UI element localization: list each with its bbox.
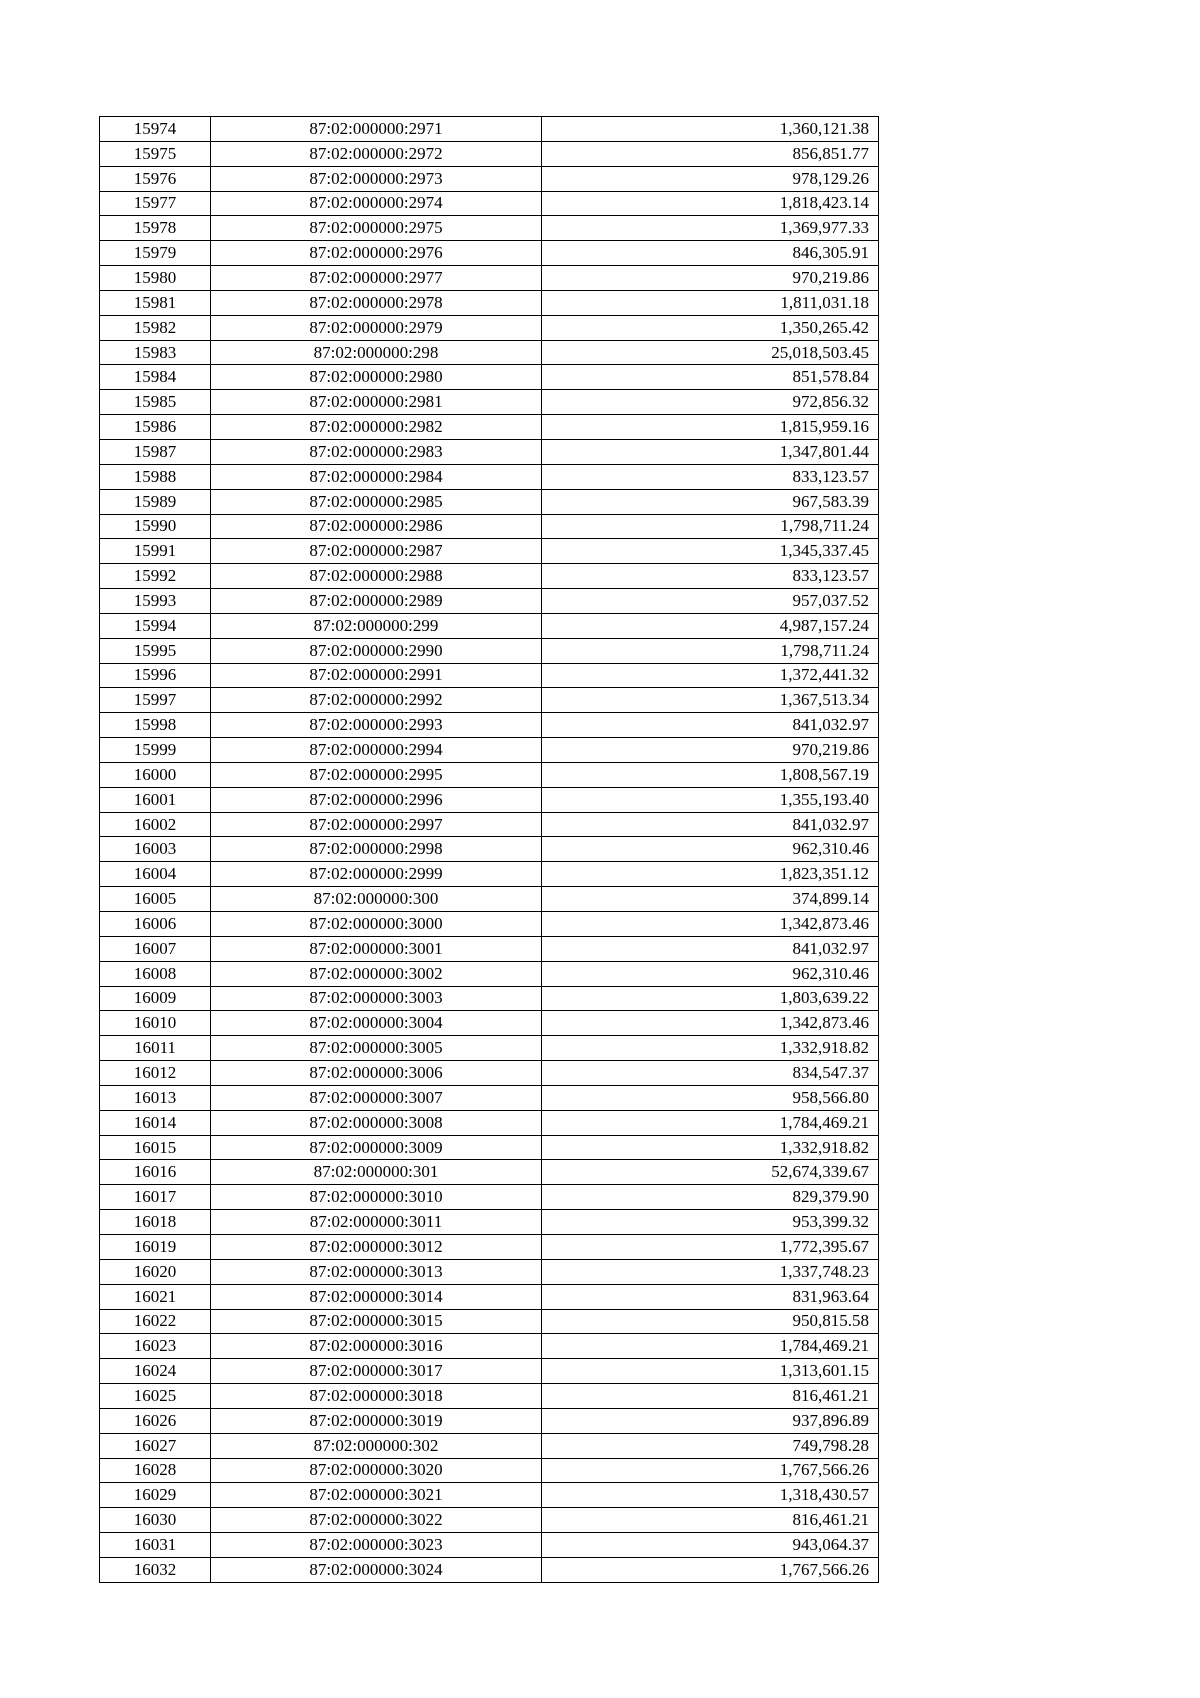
cadastral-number-cell: 87:02:000000:3008 xyxy=(211,1110,542,1135)
cadastral-value-cell: 52,674,339.67 xyxy=(542,1160,879,1185)
cadastral-number-cell: 87:02:000000:2976 xyxy=(211,241,542,266)
cadastral-number-cell: 87:02:000000:2989 xyxy=(211,589,542,614)
table-row xyxy=(100,887,879,912)
row-number-cell: 16025 xyxy=(100,1384,211,1409)
cadastral-value-cell: 967,583.39 xyxy=(542,489,879,514)
row-number-cell: 16011 xyxy=(100,1036,211,1061)
cadastral-value-cell: 1,798,711.24 xyxy=(542,638,879,663)
cadastral-number-cell: 87:02:000000:2973 xyxy=(211,166,542,191)
cadastral-value-cell: 829,379.90 xyxy=(542,1185,879,1210)
row-number-cell: 16022 xyxy=(100,1309,211,1334)
table-row xyxy=(100,1110,879,1135)
table-row xyxy=(100,315,879,340)
row-number-cell: 15994 xyxy=(100,613,211,638)
row-number-cell: 16014 xyxy=(100,1110,211,1135)
cadastral-value-cell: 1,313,601.15 xyxy=(542,1359,879,1384)
table-row xyxy=(100,191,879,216)
row-number-cell: 16026 xyxy=(100,1408,211,1433)
cadastral-number-cell: 87:02:000000:2995 xyxy=(211,762,542,787)
cadastral-value-cell: 943,064.37 xyxy=(542,1533,879,1558)
cadastral-number-cell: 87:02:000000:3015 xyxy=(211,1309,542,1334)
cadastral-number-cell: 87:02:000000:2986 xyxy=(211,514,542,539)
row-number-cell: 16016 xyxy=(100,1160,211,1185)
table-row xyxy=(100,290,879,315)
cadastral-value-cell: 962,310.46 xyxy=(542,837,879,862)
cadastral-value-cell: 953,399.32 xyxy=(542,1210,879,1235)
row-number-cell: 15993 xyxy=(100,589,211,614)
table-row xyxy=(100,1210,879,1235)
table-row xyxy=(100,1259,879,1284)
table-row xyxy=(100,638,879,663)
table-row xyxy=(100,489,879,514)
cadastral-value-cell: 831,963.64 xyxy=(542,1284,879,1309)
table-row xyxy=(100,514,879,539)
table-row xyxy=(100,787,879,812)
cadastral-number-cell: 87:02:000000:2999 xyxy=(211,862,542,887)
cadastral-number-cell: 87:02:000000:2992 xyxy=(211,688,542,713)
cadastral-number-cell: 87:02:000000:2983 xyxy=(211,439,542,464)
cadastral-value-cell: 1,767,566.26 xyxy=(542,1557,879,1582)
cadastral-value-cell: 841,032.97 xyxy=(542,713,879,738)
cadastral-value-cell: 1,355,193.40 xyxy=(542,787,879,812)
cadastral-number-cell: 87:02:000000:2979 xyxy=(211,315,542,340)
row-number-cell: 16004 xyxy=(100,862,211,887)
cadastral-value-cell: 833,123.57 xyxy=(542,564,879,589)
table-row xyxy=(100,936,879,961)
cadastral-number-cell: 87:02:000000:3004 xyxy=(211,1011,542,1036)
row-number-cell: 16009 xyxy=(100,986,211,1011)
row-number-cell: 16019 xyxy=(100,1234,211,1259)
row-number-cell: 16010 xyxy=(100,1011,211,1036)
cadastral-number-cell: 87:02:000000:2985 xyxy=(211,489,542,514)
row-number-cell: 15988 xyxy=(100,464,211,489)
table-row xyxy=(100,1408,879,1433)
row-number-cell: 15992 xyxy=(100,564,211,589)
table-row xyxy=(100,340,879,365)
table-row xyxy=(100,912,879,937)
cadastral-value-cell: 833,123.57 xyxy=(542,464,879,489)
cadastral-number-cell: 87:02:000000:2998 xyxy=(211,837,542,862)
cadastral-number-cell: 87:02:000000:3024 xyxy=(211,1557,542,1582)
cadastral-number-cell: 87:02:000000:300 xyxy=(211,887,542,912)
table-row xyxy=(100,390,879,415)
row-number-cell: 15982 xyxy=(100,315,211,340)
table-row xyxy=(100,812,879,837)
row-number-cell: 15977 xyxy=(100,191,211,216)
cadastral-number-cell: 87:02:000000:3014 xyxy=(211,1284,542,1309)
row-number-cell: 15991 xyxy=(100,539,211,564)
cadastral-number-cell: 87:02:000000:2988 xyxy=(211,564,542,589)
cadastral-value-cell: 1,332,918.82 xyxy=(542,1036,879,1061)
cadastral-number-cell: 87:02:000000:3012 xyxy=(211,1234,542,1259)
row-number-cell: 15997 xyxy=(100,688,211,713)
cadastral-number-cell: 87:02:000000:2982 xyxy=(211,415,542,440)
cadastral-value-cell: 4,987,157.24 xyxy=(542,613,879,638)
table-row xyxy=(100,464,879,489)
row-number-cell: 15999 xyxy=(100,738,211,763)
row-number-cell: 16032 xyxy=(100,1557,211,1582)
table-row xyxy=(100,1508,879,1533)
row-number-cell: 16000 xyxy=(100,762,211,787)
row-number-cell: 16023 xyxy=(100,1334,211,1359)
table-row xyxy=(100,986,879,1011)
row-number-cell: 16015 xyxy=(100,1135,211,1160)
cadastral-value-table xyxy=(99,116,879,1583)
row-number-cell: 15979 xyxy=(100,241,211,266)
table-row xyxy=(100,762,879,787)
row-number-cell: 16012 xyxy=(100,1061,211,1086)
cadastral-value-cell: 957,037.52 xyxy=(542,589,879,614)
cadastral-value-cell: 1,767,566.26 xyxy=(542,1458,879,1483)
row-number-cell: 15996 xyxy=(100,663,211,688)
cadastral-value-cell: 1,318,430.57 xyxy=(542,1483,879,1508)
row-number-cell: 15990 xyxy=(100,514,211,539)
cadastral-value-cell: 841,032.97 xyxy=(542,936,879,961)
cadastral-value-cell: 978,129.26 xyxy=(542,166,879,191)
cadastral-value-cell: 1,823,351.12 xyxy=(542,862,879,887)
cadastral-number-cell: 87:02:000000:2980 xyxy=(211,365,542,390)
cadastral-value-cell: 1,808,567.19 xyxy=(542,762,879,787)
row-number-cell: 16030 xyxy=(100,1508,211,1533)
row-number-cell: 16027 xyxy=(100,1433,211,1458)
row-number-cell: 15981 xyxy=(100,290,211,315)
table-row xyxy=(100,166,879,191)
row-number-cell: 16008 xyxy=(100,961,211,986)
table-row xyxy=(100,1234,879,1259)
table-row xyxy=(100,862,879,887)
cadastral-value-cell: 958,566.80 xyxy=(542,1085,879,1110)
row-number-cell: 16001 xyxy=(100,787,211,812)
cadastral-number-cell: 87:02:000000:302 xyxy=(211,1433,542,1458)
cadastral-number-cell: 87:02:000000:298 xyxy=(211,340,542,365)
cadastral-number-cell: 87:02:000000:3023 xyxy=(211,1533,542,1558)
cadastral-number-cell: 87:02:000000:2974 xyxy=(211,191,542,216)
row-number-cell: 15995 xyxy=(100,638,211,663)
table-row xyxy=(100,1334,879,1359)
cadastral-value-cell: 1,815,959.16 xyxy=(542,415,879,440)
table-row xyxy=(100,117,879,142)
cadastral-number-cell: 87:02:000000:3011 xyxy=(211,1210,542,1235)
cadastral-number-cell: 87:02:000000:3005 xyxy=(211,1036,542,1061)
table-row xyxy=(100,613,879,638)
row-number-cell: 16020 xyxy=(100,1259,211,1284)
cadastral-value-cell: 1,369,977.33 xyxy=(542,216,879,241)
cadastral-value-cell: 1,342,873.46 xyxy=(542,1011,879,1036)
cadastral-value-cell: 1,337,748.23 xyxy=(542,1259,879,1284)
row-number-cell: 15976 xyxy=(100,166,211,191)
table-row xyxy=(100,365,879,390)
cadastral-value-cell: 749,798.28 xyxy=(542,1433,879,1458)
table-row xyxy=(100,961,879,986)
cadastral-value-cell: 1,372,441.32 xyxy=(542,663,879,688)
table-row xyxy=(100,1160,879,1185)
table-row xyxy=(100,1284,879,1309)
table-row xyxy=(100,1359,879,1384)
cadastral-number-cell: 87:02:000000:3016 xyxy=(211,1334,542,1359)
table-row xyxy=(100,415,879,440)
table-row xyxy=(100,1557,879,1582)
table-row xyxy=(100,141,879,166)
cadastral-number-cell: 87:02:000000:3001 xyxy=(211,936,542,961)
cadastral-number-cell: 87:02:000000:3007 xyxy=(211,1085,542,1110)
row-number-cell: 16003 xyxy=(100,837,211,862)
row-number-cell: 16029 xyxy=(100,1483,211,1508)
table-row xyxy=(100,1036,879,1061)
cadastral-number-cell: 87:02:000000:2971 xyxy=(211,117,542,142)
cadastral-value-cell: 374,899.14 xyxy=(542,887,879,912)
row-number-cell: 16005 xyxy=(100,887,211,912)
cadastral-number-cell: 87:02:000000:2997 xyxy=(211,812,542,837)
cadastral-number-cell: 87:02:000000:3003 xyxy=(211,986,542,1011)
cadastral-number-cell: 87:02:000000:2981 xyxy=(211,390,542,415)
table-row xyxy=(100,713,879,738)
row-number-cell: 15987 xyxy=(100,439,211,464)
cadastral-number-cell: 87:02:000000:3021 xyxy=(211,1483,542,1508)
table-row xyxy=(100,1483,879,1508)
cadastral-value-cell: 851,578.84 xyxy=(542,365,879,390)
cadastral-value-cell: 841,032.97 xyxy=(542,812,879,837)
row-number-cell: 16007 xyxy=(100,936,211,961)
row-number-cell: 15978 xyxy=(100,216,211,241)
row-number-cell: 15986 xyxy=(100,415,211,440)
cadastral-number-cell: 87:02:000000:2990 xyxy=(211,638,542,663)
table-row xyxy=(100,1309,879,1334)
table-row xyxy=(100,241,879,266)
table-body xyxy=(100,117,879,1583)
cadastral-number-cell: 87:02:000000:3009 xyxy=(211,1135,542,1160)
cadastral-number-cell: 87:02:000000:2975 xyxy=(211,216,542,241)
row-number-cell: 15989 xyxy=(100,489,211,514)
cadastral-number-cell: 87:02:000000:299 xyxy=(211,613,542,638)
cadastral-number-cell: 87:02:000000:301 xyxy=(211,1160,542,1185)
cadastral-value-cell: 1,367,513.34 xyxy=(542,688,879,713)
cadastral-number-cell: 87:02:000000:3019 xyxy=(211,1408,542,1433)
table-row xyxy=(100,1384,879,1409)
cadastral-number-cell: 87:02:000000:2984 xyxy=(211,464,542,489)
row-number-cell: 15983 xyxy=(100,340,211,365)
table-row xyxy=(100,1533,879,1558)
cadastral-number-cell: 87:02:000000:2991 xyxy=(211,663,542,688)
row-number-cell: 15984 xyxy=(100,365,211,390)
table-row xyxy=(100,564,879,589)
row-number-cell: 15974 xyxy=(100,117,211,142)
table-row xyxy=(100,1135,879,1160)
row-number-cell: 16031 xyxy=(100,1533,211,1558)
table-row xyxy=(100,216,879,241)
cadastral-value-cell: 816,461.21 xyxy=(542,1384,879,1409)
table-row xyxy=(100,266,879,291)
cadastral-value-cell: 970,219.86 xyxy=(542,266,879,291)
table-row xyxy=(100,1085,879,1110)
row-number-cell: 15975 xyxy=(100,141,211,166)
cadastral-number-cell: 87:02:000000:3022 xyxy=(211,1508,542,1533)
cadastral-value-cell: 1,784,469.21 xyxy=(542,1334,879,1359)
row-number-cell: 16028 xyxy=(100,1458,211,1483)
table-row xyxy=(100,439,879,464)
cadastral-value-cell: 25,018,503.45 xyxy=(542,340,879,365)
table-row xyxy=(100,1458,879,1483)
row-number-cell: 16013 xyxy=(100,1085,211,1110)
row-number-cell: 16018 xyxy=(100,1210,211,1235)
cadastral-value-cell: 1,798,711.24 xyxy=(542,514,879,539)
cadastral-number-cell: 87:02:000000:2987 xyxy=(211,539,542,564)
table-row xyxy=(100,738,879,763)
cadastral-value-cell: 1,350,265.42 xyxy=(542,315,879,340)
cadastral-value-cell: 1,347,801.44 xyxy=(542,439,879,464)
cadastral-number-cell: 87:02:000000:2972 xyxy=(211,141,542,166)
cadastral-value-cell: 972,856.32 xyxy=(542,390,879,415)
table-row xyxy=(100,837,879,862)
cadastral-value-cell: 1,332,918.82 xyxy=(542,1135,879,1160)
cadastral-number-cell: 87:02:000000:3017 xyxy=(211,1359,542,1384)
row-number-cell: 15985 xyxy=(100,390,211,415)
table-row xyxy=(100,1061,879,1086)
cadastral-value-cell: 834,547.37 xyxy=(542,1061,879,1086)
cadastral-value-cell: 846,305.91 xyxy=(542,241,879,266)
cadastral-number-cell: 87:02:000000:2978 xyxy=(211,290,542,315)
cadastral-number-cell: 87:02:000000:2996 xyxy=(211,787,542,812)
table-row xyxy=(100,1433,879,1458)
table-row xyxy=(100,539,879,564)
cadastral-value-cell: 1,803,639.22 xyxy=(542,986,879,1011)
cadastral-value-cell: 970,219.86 xyxy=(542,738,879,763)
row-number-cell: 16017 xyxy=(100,1185,211,1210)
cadastral-value-cell: 1,784,469.21 xyxy=(542,1110,879,1135)
cadastral-value-cell: 1,342,873.46 xyxy=(542,912,879,937)
table-row xyxy=(100,1011,879,1036)
table-row xyxy=(100,663,879,688)
cadastral-value-cell: 1,818,423.14 xyxy=(542,191,879,216)
cadastral-value-cell: 1,772,395.67 xyxy=(542,1234,879,1259)
cadastral-number-cell: 87:02:000000:2977 xyxy=(211,266,542,291)
row-number-cell: 15998 xyxy=(100,713,211,738)
cadastral-value-cell: 937,896.89 xyxy=(542,1408,879,1433)
row-number-cell: 16002 xyxy=(100,812,211,837)
cadastral-value-cell: 962,310.46 xyxy=(542,961,879,986)
row-number-cell: 15980 xyxy=(100,266,211,291)
table-row xyxy=(100,688,879,713)
cadastral-number-cell: 87:02:000000:3010 xyxy=(211,1185,542,1210)
cadastral-value-cell: 1,345,337.45 xyxy=(542,539,879,564)
table-row xyxy=(100,1185,879,1210)
cadastral-value-cell: 950,815.58 xyxy=(542,1309,879,1334)
cadastral-number-cell: 87:02:000000:3006 xyxy=(211,1061,542,1086)
cadastral-value-cell: 1,360,121.38 xyxy=(542,117,879,142)
cadastral-value-cell: 816,461.21 xyxy=(542,1508,879,1533)
cadastral-value-cell: 856,851.77 xyxy=(542,141,879,166)
cadastral-number-cell: 87:02:000000:3020 xyxy=(211,1458,542,1483)
cadastral-number-cell: 87:02:000000:3002 xyxy=(211,961,542,986)
row-number-cell: 16021 xyxy=(100,1284,211,1309)
row-number-cell: 16024 xyxy=(100,1359,211,1384)
cadastral-value-cell: 1,811,031.18 xyxy=(542,290,879,315)
cadastral-number-cell: 87:02:000000:3000 xyxy=(211,912,542,937)
cadastral-number-cell: 87:02:000000:3013 xyxy=(211,1259,542,1284)
row-number-cell: 16006 xyxy=(100,912,211,937)
cadastral-number-cell: 87:02:000000:3018 xyxy=(211,1384,542,1409)
cadastral-number-cell: 87:02:000000:2993 xyxy=(211,713,542,738)
cadastral-number-cell: 87:02:000000:2994 xyxy=(211,738,542,763)
table-row xyxy=(100,589,879,614)
